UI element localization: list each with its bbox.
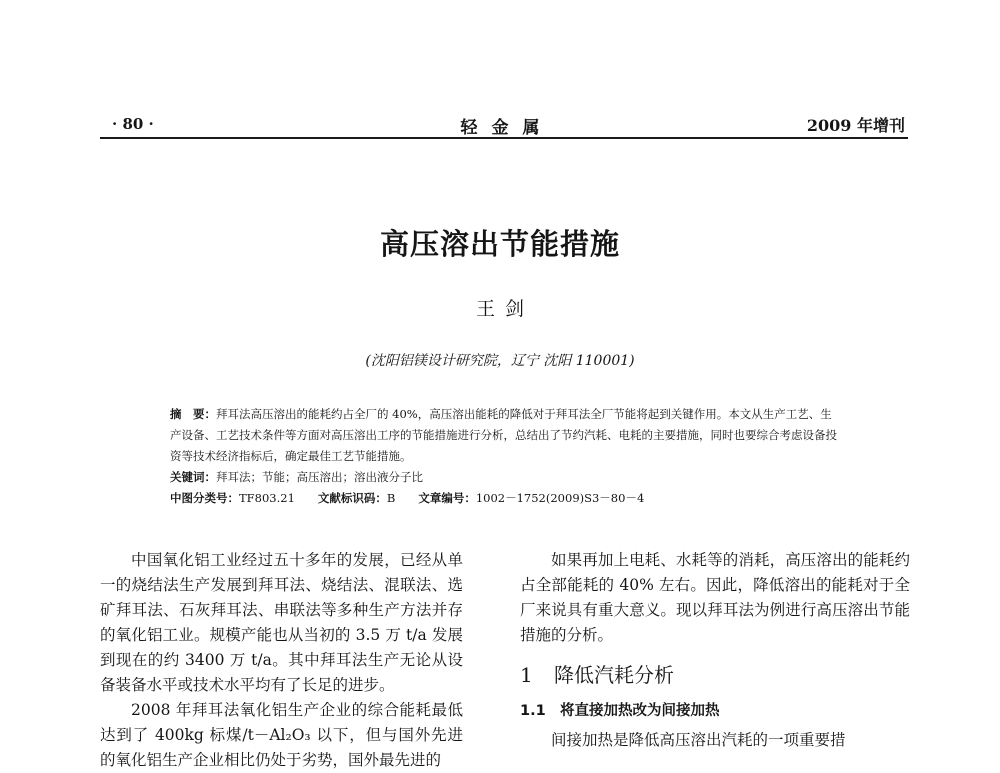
keywords-line	[170, 467, 842, 488]
abstract-label: 摘 要：	[170, 407, 216, 421]
page-number: · 80 ·	[112, 115, 154, 133]
section-1-title: 降低汽耗分析	[554, 663, 674, 687]
keywords-text: 拜耳法；节能；高压溶出；溶出液分子比	[216, 470, 423, 484]
article-title: 高压溶出节能措施	[379, 227, 620, 261]
author-affiliation: (沈阳铝镁设计研究院，辽宁 沈阳 110001)	[365, 353, 635, 369]
author-name: 王剑	[475, 298, 534, 320]
keywords-label: 关键词：	[170, 470, 216, 484]
abstract-block	[170, 404, 842, 509]
doc-code-label: 文献标识码：	[317, 491, 387, 505]
body-right-column	[520, 548, 910, 753]
section-1-1-number: 1.1	[520, 703, 546, 719]
body-paragraph-3: 如果再加上电耗、水耗等的消耗，高压溶出的能耗约占全部能耗的 40% 左右。因此，降低溶出的能耗对于全厂来说具有重大意义。现以拜耳法为例进行高压溶出节能措施的分析。	[520, 551, 910, 644]
issue-label: 2009 年增刊	[806, 116, 905, 135]
abstract-text: 拜耳法高压溶出的能耗约占全厂的 40%，高压溶出能耗的降低对于拜耳法全厂节能将起到关键作用。本文从生产工艺、生产设备、工艺技术条件等方面对高压溶出工序的节能措施进行分析，总结出了节约汽耗、电耗的主要措施，同时也要综合考虑设备投资等技术经济指标后，确定最佳工艺节能措施。	[170, 407, 837, 463]
body-paragraph-2: 2008 年拜耳法氧化铝生产企业的综合能耗最低达到了 400kg 标煤/t－Al₂O₃ 以下，但与国外先进的氧化铝生产企业相比仍处于劣势，国外最先进的	[100, 701, 463, 769]
article-no-label: 文章编号：	[418, 491, 476, 505]
doc-code-value: B	[386, 491, 396, 505]
journal-name: 轻金属	[460, 118, 554, 138]
classification-line	[170, 488, 842, 509]
body-paragraph-4: 间接加热是降低高压溶出汽耗的一项重要措	[551, 731, 846, 749]
section-1-1-heading	[520, 700, 910, 722]
abstract-paragraph	[170, 404, 842, 467]
article-no-value: 1002－1752(2009)S3－80－4	[475, 491, 645, 505]
clc-value: TF803.21	[239, 491, 295, 505]
section-1-number: 1	[520, 663, 533, 687]
body-left-column	[100, 548, 463, 773]
header-rule	[100, 137, 908, 139]
section-1-1-title: 将直接加热改为间接加热	[560, 703, 720, 719]
body-paragraph-1: 中国氧化铝工业经过五十多年的发展，已经从单一的烧结法生产发展到拜耳法、烧结法、混联法、选矿拜耳法、石灰拜耳法、串联法等多种生产方法并存的氧化铝工业。规模产能也从当初的 3.5 万 t/a 发展到现在的约 3400 万 t/a。其中拜耳法生产无论从设备装备水平或技术水平均有了长足的进步。	[100, 551, 463, 694]
section-1-heading	[520, 660, 910, 690]
clc-label: 中图分类号：	[170, 491, 239, 505]
